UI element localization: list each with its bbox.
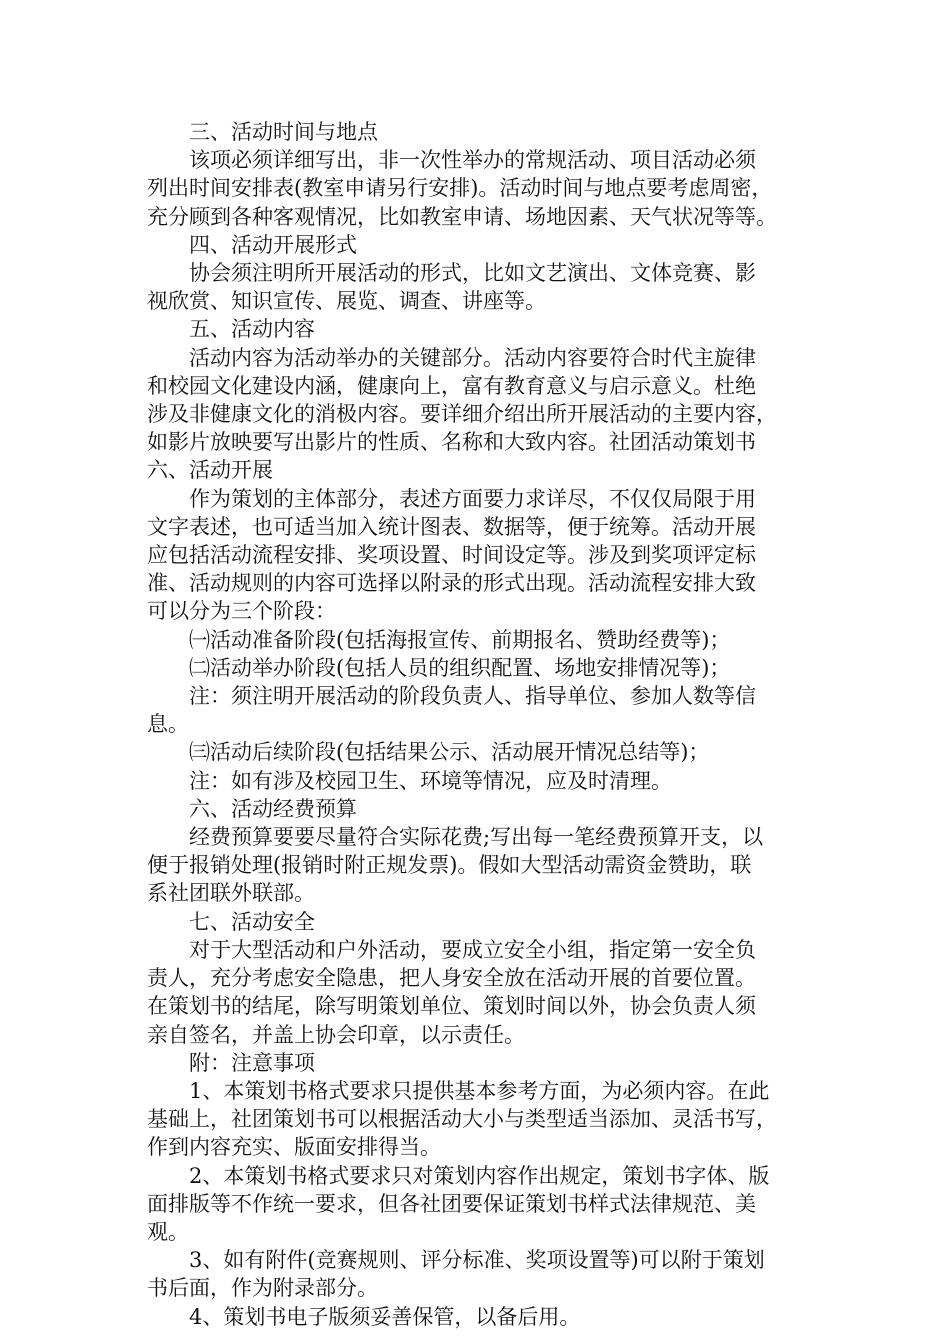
text-line: ㈠活动准备阶段(包括海报宣传、前期报名、赞助经费等)； (189, 627, 731, 652)
text-line: 活动内容为活动举办的关键部分。活动内容要符合时代主旋律 (189, 345, 756, 370)
text-line: 如影片放映要写出影片的性质、名称和大致内容。社团活动策划书 (147, 430, 756, 455)
text-line: 便于报销处理(报销时附正规发票)。假如大型活动需资金赞助，联 (147, 853, 752, 878)
text-line: 亲自签名，并盖上协会印章，以示责任。 (147, 1022, 525, 1047)
text-line: 视欣赏、知识宣传、展览、调查、讲座等。 (147, 289, 546, 314)
text-line: 系社团联外联部。 (147, 881, 315, 906)
text-line: 该项必须详细写出，非一次性举办的常规活动、项目活动必须 (189, 148, 756, 173)
text-line: 四、活动开展形式 (189, 232, 357, 257)
text-line: 2、本策划书格式要求只对策划内容作出规定，策划书字体、版 (189, 1163, 770, 1188)
text-line: 六、活动开展 (147, 458, 273, 483)
text-line: 对于大型活动和户外活动，要成立安全小组，指定第一安全负 (189, 937, 756, 962)
text-line: 4、策划书电子版须妥善保管，以备后用。 (189, 1304, 581, 1329)
document-body (147, 118, 807, 1331)
text-line: 注：须注明开展活动的阶段负责人、指导单位、参加人数等信 (189, 684, 756, 709)
text-line: 在策划书的结尾，除写明策划单位、策划时间以外，协会负责人须 (147, 994, 756, 1019)
text-line: ㈢活动后续阶段(包括结果公示、活动展开情况总结等)； (189, 740, 710, 765)
text-line: 涉及非健康文化的消极内容。要详细介绍出所开展活动的主要内容， (147, 402, 777, 427)
text-line: 面排版等不作统一要求，但各社团要保证策划书样式法律规范、美 (147, 1191, 756, 1216)
text-line: 1、本策划书格式要求只提供基本参考方面，为必须内容。在此 (189, 1078, 770, 1103)
text-line: 责人，充分考虑安全隐患，把人身安全放在活动开展的首要位置。 (147, 966, 756, 991)
text-line: 文字表述，也可适当加入统计图表、数据等，便于统筹。活动开展 (147, 514, 756, 539)
text-line: 观。 (147, 1219, 189, 1244)
text-line: 附：注意事项 (189, 1050, 315, 1075)
text-line: 七、活动安全 (189, 909, 315, 934)
text-line: 3、如有附件(竞赛规则、评分标准、奖项设置等)可以附于策划 (189, 1248, 765, 1273)
text-line: 作到内容充实、版面安排得当。 (147, 1135, 441, 1160)
text-line: 注：如有涉及校园卫生、环境等情况，应及时清理。 (189, 768, 672, 793)
text-line: 协会须注明所开展活动的形式，比如文艺演出、文体竞赛、影 (189, 261, 756, 286)
text-line: 五、活动内容 (189, 317, 315, 342)
text-line: 应包括活动流程安排、奖项设置、时间设定等。涉及到奖项评定标 (147, 543, 756, 568)
text-line: 可以分为三个阶段： (147, 599, 336, 624)
text-line: 作为策划的主体部分，表述方面要力求详尽，不仅仅局限于用 (189, 486, 756, 511)
text-line: 书后面，作为附录部分。 (147, 1276, 378, 1301)
text-line: ㈡活动举办阶段(包括人员的组织配置、场地安排情况等)； (189, 655, 731, 680)
text-line: 息。 (147, 712, 189, 737)
text-line: 基础上，社团策划书可以根据活动大小与类型适当添加、灵活书写， (147, 1107, 777, 1132)
text-line: 准、活动规则的内容可选择以附录的形式出现。活动流程安排大致 (147, 571, 756, 596)
text-line: 充分顾到各种客观情况，比如教室申请、场地因素、天气状况等等。 (147, 204, 777, 229)
text-line: 和校园文化建设内涵，健康向上，富有教育意义与启示意义。杜绝 (147, 373, 756, 398)
text-line: 经费预算要要尽量符合实际花费;写出每一笔经费预算开支，以 (189, 825, 764, 850)
text-line: 列出时间安排表(教室申请另行安排)。活动时间与地点要考虑周密， (147, 176, 773, 201)
text-line: 六、活动经费预算 (189, 796, 357, 821)
text-line: 三、活动时间与地点 (189, 120, 378, 144)
